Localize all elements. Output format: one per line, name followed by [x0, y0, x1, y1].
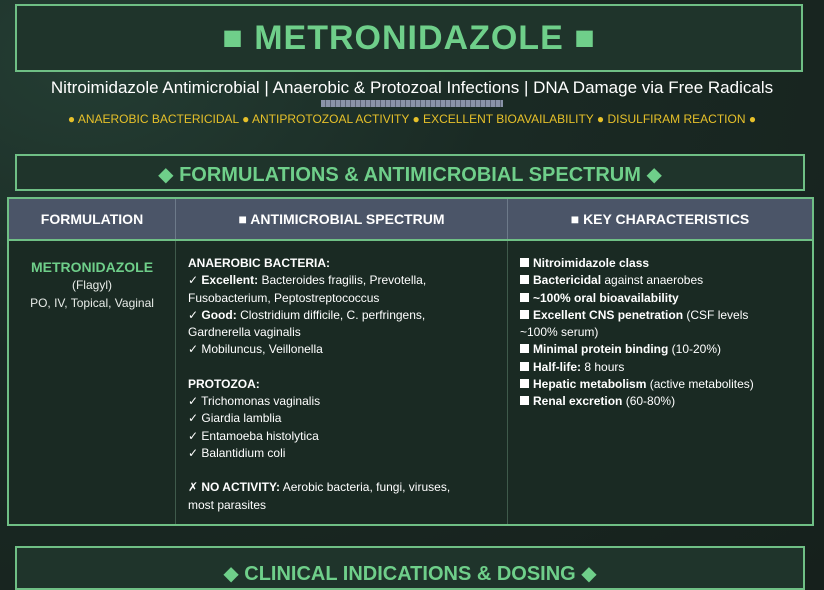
column-header: FORMULATION — [8, 198, 176, 240]
spectrum-line: ✓ Excellent: Bacteroides fragilis, Prevotella, — [188, 273, 427, 288]
characteristic-item: Minimal protein binding (10-20%) — [520, 341, 802, 358]
page-subtitle: Nitroimidazole Antimicrobial | Anaerobic & Protozoal Infections | DNA Damage via Free Radicals — [50, 78, 774, 97]
spectrum-cell — [176, 240, 508, 525]
spectrum-line: ✓ Good: Clostridium difficile, C. perfringens, — [188, 307, 426, 322]
spectrum-table — [7, 197, 814, 526]
characteristic-item: Half-life: 8 hours — [520, 359, 802, 376]
spectrum-line: Gardnerella vaginalis — [188, 325, 301, 340]
characteristic-item: Hepatic metabolism (active metabolites) — [520, 376, 802, 393]
characteristic-item: ~100% oral bioavailability — [520, 290, 802, 307]
drug-name: METRONIDAZOLE — [30, 259, 154, 275]
routes: PO, IV, Topical, Vaginal — [30, 296, 154, 310]
no-activity-line: ✗ NO ACTIVITY: Aerobic bacteria, fungi, viruses, — [188, 480, 451, 495]
title-banner — [15, 4, 803, 72]
characteristic-item: Nitroimidazole class — [520, 255, 802, 272]
protozoa-heading: PROTOZOA: — [188, 376, 260, 391]
divider-bar — [321, 100, 503, 107]
characteristic-item: ~100% serum) — [520, 325, 599, 340]
protozoa-item: ✓ Trichomonas vaginalis — [188, 394, 321, 409]
section-title: ◆ CLINICAL INDICATIONS & DOSING ◆ — [223, 563, 597, 585]
column-header: ■ ANTIMICROBIAL SPECTRUM — [176, 198, 508, 240]
characteristic-item: Renal excretion (60-80%) — [520, 393, 802, 410]
section-header-indications — [15, 546, 805, 590]
feature-tags: ● ANAEROBIC BACTERICIDAL ● ANTIPROTOZOAL ACTIVITY ● EXCELLENT BIOAVAILABILITY ● DISULFIRAM REACTION ● — [67, 112, 757, 126]
protozoa-item: ✓ Giardia lamblia — [188, 411, 282, 426]
protozoa-item: ✓ Balantidium coli — [188, 445, 286, 460]
no-activity-line: most parasites — [188, 497, 267, 512]
section-title: ◆ FORMULATIONS & ANTIMICROBIAL SPECTRUM ◆ — [158, 164, 662, 186]
brand-name: (Flagyl) — [71, 278, 112, 292]
formulation-cell — [8, 240, 176, 525]
characteristic-item: Bactericidal against anaerobes — [520, 272, 802, 289]
column-header: ■ KEY CHARACTERISTICS — [508, 198, 814, 240]
page-title: ■ METRONIDAZOLE ■ — [222, 18, 596, 57]
anaerobic-heading: ANAEROBIC BACTERIA: — [188, 256, 330, 270]
spectrum-line: ✓ Mobiluncus, Veillonella — [188, 342, 323, 357]
characteristics-cell — [508, 240, 814, 525]
table-header-row — [8, 198, 813, 240]
section-header-spectrum — [15, 154, 805, 191]
table-row — [8, 240, 813, 525]
protozoa-item: ✓ Entamoeba histolytica — [188, 428, 319, 443]
characteristic-item: Excellent CNS penetration (CSF levels — [520, 307, 802, 324]
spectrum-line: Fusobacterium, Peptostreptococcus — [188, 290, 380, 305]
